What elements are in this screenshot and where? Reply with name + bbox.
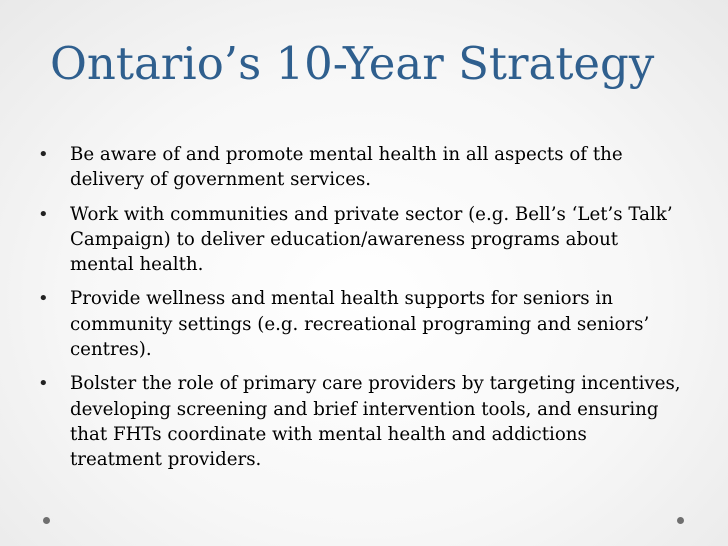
bullet-text: Work with communities and private sector (e.g. Bell’s ‘Let’s Talk’ Campaign) to deliver education/awareness programs about mental health. [70,203,673,276]
decorative-dot-icon [43,517,50,524]
bullet-icon: • [38,373,49,395]
bullet-icon: • [38,144,49,165]
slide-title: Ontario’s 10-Year Strategy [50,37,655,90]
bullet-text: Be aware of and promote mental health in all aspects of the delivery of government services. [70,144,623,191]
bullet-item [34,286,684,362]
bullet-icon: • [38,203,49,225]
bullet-text: Provide wellness and mental health supports for seniors in community settings (e.g. recreational programing and seniors’ centres). [70,288,650,361]
bullet-text: Bolster the role of primary care providers by targeting incentives, developing screening and brief intervention tools, and ensuring that FHTs coordinate with mental health and addictions treatment providers. [70,373,681,471]
bullet-icon: • [38,288,49,310]
bullet-item [34,142,684,193]
decorative-dot-icon [677,517,684,524]
bullet-list [34,142,684,482]
bullet-item [34,202,684,278]
bullet-item [34,371,684,472]
